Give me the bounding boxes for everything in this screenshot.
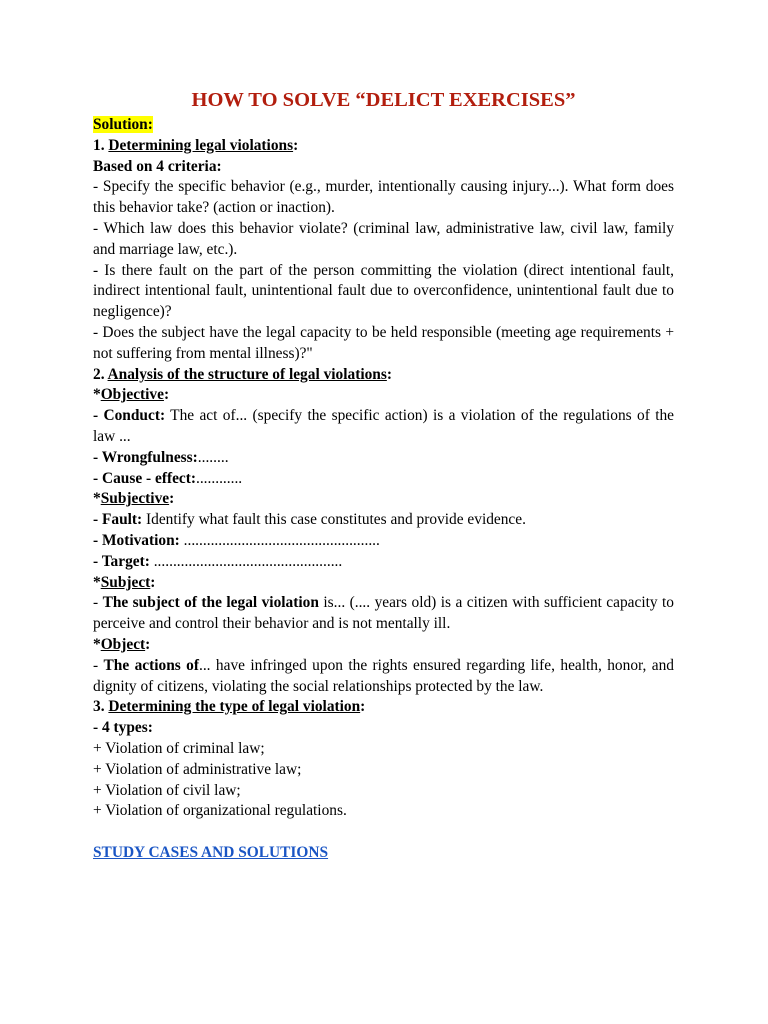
fault-text: Identify what fault this case constitutes and provide evidence. [142, 511, 526, 529]
object-line [93, 656, 674, 698]
subject-line [93, 593, 674, 635]
section-1-number: 1. [93, 136, 109, 154]
subjective-label: Subjective [100, 490, 170, 508]
type-civil: + Violation of civil law; [93, 781, 241, 799]
fault-line [93, 510, 674, 531]
types-label: - 4 types: [93, 719, 153, 737]
section-3-number: 3. [93, 698, 109, 716]
document-title: HOW TO SOLVE “DELICT EXERCISES” [191, 89, 576, 111]
object-line-text: ... have infringed upon the rights ensured regarding life, health, honor, and dignity of citizens, violating the social relationships protected by the law. [93, 656, 674, 695]
object-colon: : [145, 635, 151, 653]
criterion-behavior: - Specify the specific behavior (e.g., murder, intentionally causing injury...). What form does this behavior take? (action or inaction). [93, 178, 674, 217]
motivation-line [93, 531, 674, 552]
section-2-colon: : [386, 365, 392, 383]
section-2-number: 2. [93, 365, 108, 383]
object-star: * [93, 635, 101, 653]
motivation-text: ................................................... [179, 531, 380, 549]
subjective-colon: : [169, 490, 175, 508]
object-label: Object [100, 635, 146, 653]
criterion-law: - Which law does this behavior violate? (criminal law, administrative law, civil law, family and marriage law, etc.). [93, 219, 674, 258]
cause-effect-line [93, 469, 674, 490]
conduct-label: - Conduct: [93, 407, 166, 425]
subject-heading [93, 573, 674, 594]
fault-label: - Fault: [93, 511, 143, 529]
objective-star: * [93, 386, 101, 404]
criteria-label: Based on 4 criteria: [93, 157, 222, 175]
link-line [93, 843, 674, 864]
type-administrative: + Violation of administrative law; [93, 760, 302, 778]
target-label: - Target: [93, 552, 150, 570]
motivation-label: - Motivation: [93, 531, 180, 549]
section-2-title: Analysis of the structure of legal violations [107, 365, 387, 383]
criterion-fault: - Is there fault on the part of the person committing the violation (direct intentional fault, indirect intentional fault, unintentional fault due to overconfidence, unintentional fault due to negligence)? [93, 261, 674, 321]
wrongfulness-label: - Wrongfulness: [93, 448, 198, 466]
objective-colon: : [163, 386, 170, 404]
section-3-title: Determining the type of legal violation [108, 698, 361, 716]
object-line-label: The actions of [103, 656, 199, 674]
objective-label: Objective [100, 386, 164, 404]
target-text: ................................................. [149, 552, 343, 570]
study-cases-link[interactable]: STUDY CASES AND SOLUTIONS [93, 843, 329, 861]
subject-line-text: is... (.... years old) is a citizen with sufficient capacity to perceive and control their behavior and is not mentally ill. [93, 594, 674, 633]
section-3-colon: : [360, 698, 366, 716]
subject-label: Subject [100, 573, 151, 591]
section-1-colon: : [293, 136, 299, 154]
solution-label-line [93, 115, 674, 136]
cause-effect-text: ............ [195, 469, 243, 487]
section-2-heading [93, 365, 674, 386]
solution-label: Solution: [93, 116, 153, 133]
objective-heading [93, 385, 674, 406]
object-heading [93, 635, 674, 656]
section-1-heading [93, 136, 674, 157]
subject-colon: : [150, 573, 156, 591]
cause-effect-label: - Cause - effect: [93, 469, 196, 487]
type-organizational: + Violation of organizational regulations. [93, 802, 347, 820]
target-line [93, 552, 674, 573]
conduct-line [93, 406, 674, 448]
subjective-star: * [93, 490, 101, 508]
subject-line-label: The subject of the legal violation [102, 594, 319, 612]
section-3-heading [93, 697, 674, 718]
criterion-capacity: - Does the subject have the legal capacity to be held responsible (meeting age requirements + not suffering from mental illness)?" [93, 323, 674, 362]
wrongfulness-text: ........ [197, 448, 229, 466]
section-1-title: Determining legal violations [108, 136, 294, 154]
blank-line [93, 822, 674, 843]
subjective-heading [93, 489, 674, 510]
document-page [93, 86, 674, 864]
type-criminal: + Violation of criminal law; [93, 739, 265, 757]
wrongfulness-line [93, 448, 674, 469]
subject-star: * [93, 573, 101, 591]
conduct-text: The act of... (specify the specific action) is a violation of the regulations of the law ... [93, 407, 674, 445]
subject-dash: - [93, 594, 103, 612]
object-dash: - [93, 656, 104, 674]
